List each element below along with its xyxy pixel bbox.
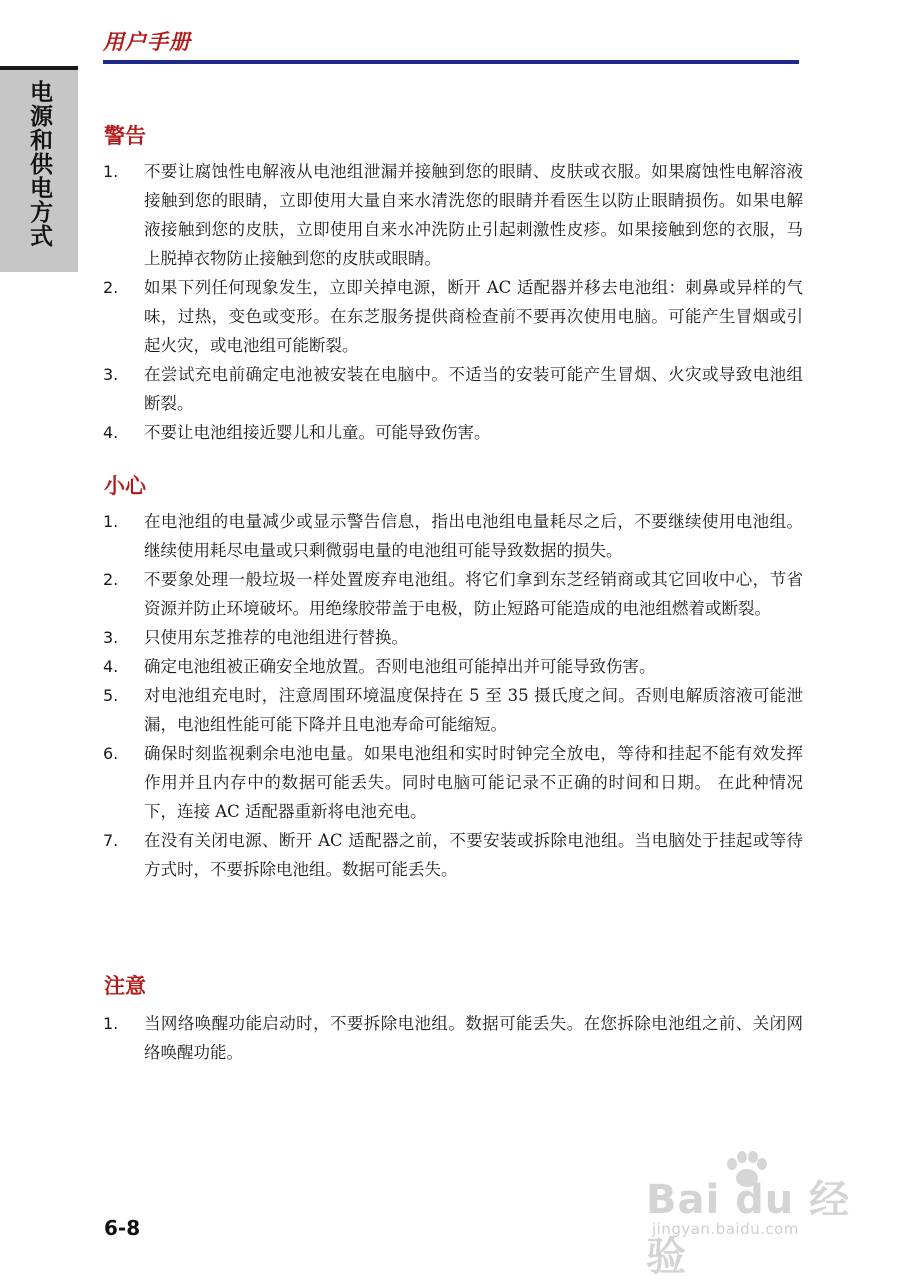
page-header-title: 用户手册 (103, 30, 191, 54)
item-text: 在没有关闭电源、断开 AC 适配器之前，不要安装或拆除电池组。当电脑处于挂起或等待方式时，不要拆除电池组。数据可能丢失。 (144, 831, 803, 879)
item-text: 确保时刻监视剩余电池电量。如果电池组和实时时钟完全放电，等待和挂起不能有效发挥作用并且内存中的数据可能丢失。同时电脑可能记录不正确的时间和日期。 在此种情况下，连接 AC 适配器重新将电池充电。 (144, 744, 803, 821)
list-item (103, 1009, 803, 1067)
item-text: 不要象处理一般垃圾一样处置废弃电池组。将它们拿到东芝经销商或其它回收中心，节省资源并防止环境破坏。用绝缘胶带盖于电极，防止短路可能造成的电池组燃着或断裂。 (144, 570, 803, 618)
item-number: 4. (103, 423, 119, 442)
page-number: 6-8 (104, 1216, 141, 1240)
list-item (103, 739, 803, 826)
item-text: 对电池组充电时，注意周围环境温度保持在 5 至 35 摄氏度之间。否则电解质溶液可能泄漏，电池组性能可能下降并且电池寿命可能缩短。 (144, 686, 803, 734)
watermark-brand: Bai du 经验 (646, 1177, 851, 1280)
chapter-side-tab (0, 66, 78, 272)
item-number: 7. (103, 831, 119, 850)
warning-list (103, 157, 803, 447)
caution-list (103, 507, 803, 884)
section-heading-caution: 小心 (104, 474, 146, 498)
watermark-url: jingyan.baidu.com (652, 1220, 799, 1238)
item-text: 不要让电池组接近婴儿和儿童。可能导致伤害。 (144, 423, 491, 442)
list-item (103, 273, 803, 360)
watermark (640, 1150, 860, 1280)
item-text: 只使用东芝推荐的电池组进行替换。 (144, 628, 408, 647)
item-number: 4. (103, 657, 119, 676)
note-list (103, 1009, 803, 1067)
list-item (103, 157, 803, 273)
item-number: 2. (103, 278, 119, 297)
item-number: 1. (103, 512, 119, 531)
item-text: 不要让腐蚀性电解液从电池组泄漏并接触到您的眼睛、皮肤或衣服。如果腐蚀性电解溶液接触到您的眼睛，立即使用大量自来水清洗您的眼睛并看医生以防止眼睛损伤。如果电解液接触到您的皮肤，立即使用自来水冲洗防止引起刺激性皮疹。如果接触到您的衣服，马上脱掉衣物防止接触到您的皮肤或眼睛。 (144, 162, 803, 268)
header-rule (103, 60, 799, 64)
item-text: 确定电池组被正确安全地放置。否则电池组可能掉出并可能导致伤害。 (144, 657, 656, 676)
item-number: 5. (103, 686, 119, 705)
item-text: 在电池组的电量减少或显示警告信息，指出电池组电量耗尽之后，不要继续使用电池组。继续使用耗尽电量或只剩微弱电量的电池组可能导致数据的损失。 (144, 512, 803, 560)
list-item (103, 360, 803, 418)
item-text: 在尝试充电前确定电池被安装在电脑中。不适当的安装可能产生冒烟、火灾或导致电池组断裂。 (144, 365, 803, 413)
item-number: 1. (103, 1014, 119, 1033)
item-number: 2. (103, 570, 119, 589)
section-heading-note: 注意 (104, 974, 146, 998)
list-item (103, 623, 803, 652)
item-number: 1. (103, 162, 119, 181)
list-item (103, 565, 803, 623)
list-item (103, 681, 803, 739)
list-item (103, 652, 803, 681)
list-item (103, 507, 803, 565)
item-text: 如果下列任何现象发生，立即关掉电源，断开 AC 适配器并移去电池组：刺鼻或异样的气味，过热，变色或变形。在东芝服务提供商检查前不要再次使用电脑。可能产生冒烟或引起火灾，或电池组可能断裂。 (144, 278, 803, 355)
item-number: 6. (103, 744, 119, 763)
list-item (103, 418, 803, 447)
item-text: 当网络唤醒功能启动时，不要拆除电池组。数据可能丢失。在您拆除电池组之前、关闭网络唤醒功能。 (144, 1014, 803, 1062)
chapter-side-tab-label: 电源和供电方式 (26, 80, 52, 248)
item-number: 3. (103, 365, 119, 384)
list-item (103, 826, 803, 884)
section-heading-warning: 警告 (104, 124, 146, 148)
item-number: 3. (103, 628, 119, 647)
